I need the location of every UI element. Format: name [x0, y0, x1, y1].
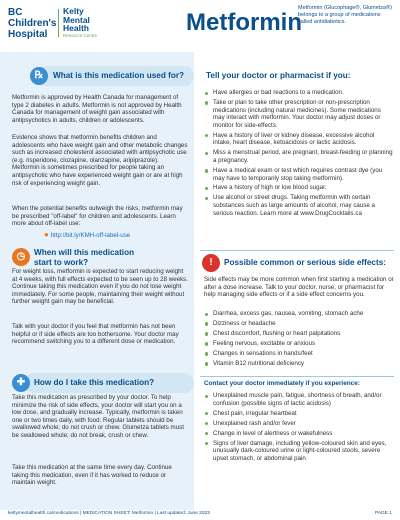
list-item: Take or plan to take other prescription or non-prescription medications (including natural medicines). Some medications may interact with metformin. Your doctor may adjust doses or monitor for side-effects.	[204, 99, 394, 129]
used-for-paragraph-1: Metformin is approved by Health Canada for management of type 2 diabetes in adults. Metformin is not approved by Health Canada for management of weight gain associated with antipsychotics in adults, children or adolescents.	[12, 94, 182, 124]
logo-text: Hospital	[8, 29, 48, 40]
list-item: Diarrhea, excess gas, nausea, vomiting, stomach ache	[204, 310, 394, 318]
logo-text: Resource Centre	[63, 32, 98, 38]
section-heading-when-work	[34, 248, 134, 268]
header-note: Metformin (Glucophage®, Glumetza®) belongs to a group of medications called antidiabetics.	[298, 5, 392, 25]
section-heading-side-effects: Possible common or serious side effects:	[224, 258, 386, 267]
list-item: Miss a menstrual period, are pregnant, breast-feeding or planning a pregnancy.	[204, 149, 394, 164]
serious-side-effects-list	[204, 392, 394, 465]
bc-childrens-logo	[8, 7, 57, 40]
list-item: Chest pain, irregular heartbeat	[204, 410, 394, 418]
logo	[8, 7, 156, 41]
how-take-paragraph-1: Take this medication as prescribed by your doctor. To help minimize the risk of side effects, your doctor will start you on a low dose, and gradually increase. Typically, metformin is taken one or two times daily, with food. Regular tablets should be swallowed whole; do not crush or chew. Glumetza tablets must be swallowed whole; do not break, crush or chew.	[12, 394, 184, 439]
section-heading-tell-doctor: Tell your doctor or pharmacist if you:	[206, 71, 351, 80]
logo-text: Mental	[63, 14, 90, 25]
section-heading-used-for: What is this medication used for?	[53, 71, 185, 80]
off-label-link[interactable]: http://bit.ly/KMH-off-label-use	[50, 232, 131, 239]
page-number: PAGE 1	[375, 511, 392, 516]
pill-icon: ℞	[30, 67, 48, 85]
medicine-bottle-icon: ✚	[12, 374, 30, 392]
list-item: Unexplained muscle pain, fatigue, shortness of breath, and/or confusion (possible signs of lactic acidosis)	[204, 392, 394, 407]
footer-text: keltymentalhealth.ca/medications | MEDICATION SHEET: Metformin | Last updated: June 2023	[8, 511, 210, 516]
how-take-paragraph-2: Take this medication at the same time every day. Continue taking this medication, even if it has worked to reduce or maintain weight.	[12, 464, 172, 487]
list-item: Unexplained rash and/or fever	[204, 420, 394, 428]
logo-text: Children's	[8, 18, 57, 29]
list-item: Change in level of alertness or wakefulness	[204, 430, 394, 438]
warning-icon: !	[202, 254, 220, 272]
list-item: Have a history of liver or kidney disease, excessive alcohol intake, heart disease, ketoacidosis or lactic acidosis.	[204, 132, 394, 147]
list-item: Vitamin B12 nutritional deficiency	[204, 360, 394, 368]
divider	[200, 376, 394, 377]
used-for-paragraph-2: Evidence shows that metformin benefits children and adolescents who have weight gain and other metabolic changes such as increased cholesterol associated with antipsychotic use (e.g. risperidone, clozapine, olanzapine, aripiprazole). Metformin is sometimes prescribed for people taking an antipsychotic who have experienced weight gain or are at high risk of experiencing weight gain.	[12, 134, 188, 187]
list-item: Dizziness or headache	[204, 320, 394, 328]
page-header	[0, 0, 400, 48]
logo-text: Kelty	[63, 6, 84, 16]
logo-divider	[58, 9, 59, 37]
divider	[200, 250, 394, 251]
globe-icon: ●	[44, 230, 49, 239]
list-item: Changes in sensations in hands/feet	[204, 350, 394, 358]
list-item: Have a history of high or low blood sugar.	[204, 184, 394, 192]
off-label-link-row	[44, 231, 194, 240]
heading-line: start to work?	[34, 258, 89, 267]
logo-text: Health	[63, 23, 89, 33]
kelty-logo	[63, 7, 97, 39]
list-item: Use alcohol or street drugs. Taking metformin with certain substances such as large amounts of alcohol, may cause a serious reaction. Learn more at www.DrugCocktails.ca	[204, 194, 394, 217]
clock-icon: ◷	[12, 248, 30, 266]
list-item: Chest discomfort, flushing or heart palpitations	[204, 330, 394, 338]
page-footer	[0, 510, 400, 520]
page-title: Metformin	[186, 9, 302, 36]
when-work-paragraph-1: For weight loss, metformin is expected to start reducing weight at 4 weeks, with full effects expected to be seen up to 28 weeks. Continue taking this medication even if you do not lose weight immediately. For some people, maintaining their weight without further weight gain may be beneficial.	[12, 268, 188, 306]
common-side-effects-list	[204, 310, 394, 370]
list-item: Feeling nervous, excitable or anxious	[204, 340, 394, 348]
used-for-paragraph-3: When the potential benefits outweigh the risks, metformin may be prescribed "off-label" for children and adolescents. Learn more about off-label use:	[12, 205, 183, 228]
tell-doctor-list	[204, 89, 394, 220]
when-work-paragraph-2: Talk with your doctor if you feel that metformin has not been helpful or if side effects are too bothersome. Your doctor may recommend switching you to a different dose or medication.	[12, 323, 179, 346]
side-effects-intro: Side effects may be more common when first starting a medication or after a dose increase. Talk to your doctor, nurse, or pharmacist for help managing side effects or if a side effect concerns you.	[204, 276, 394, 299]
section-heading-how-take: How do I take this medication?	[34, 378, 155, 387]
list-item: Have a medical exam or test which requires contrast dye (you may have to temporarily stop taking metformin).	[204, 167, 394, 182]
contact-doctor-heading: Contact your doctor immediately if you experience:	[204, 380, 360, 387]
list-item: Have allergies or bad reactions to a medication.	[204, 89, 394, 97]
list-item: Signs of liver damage, including yellow-coloured skin and eyes, unusually dark-coloured urine or light-coloured stools, severe upset stomach, or abdominal pain	[204, 440, 394, 463]
logo-text: BC	[8, 7, 23, 18]
heading-line: When will this medication	[34, 248, 135, 257]
